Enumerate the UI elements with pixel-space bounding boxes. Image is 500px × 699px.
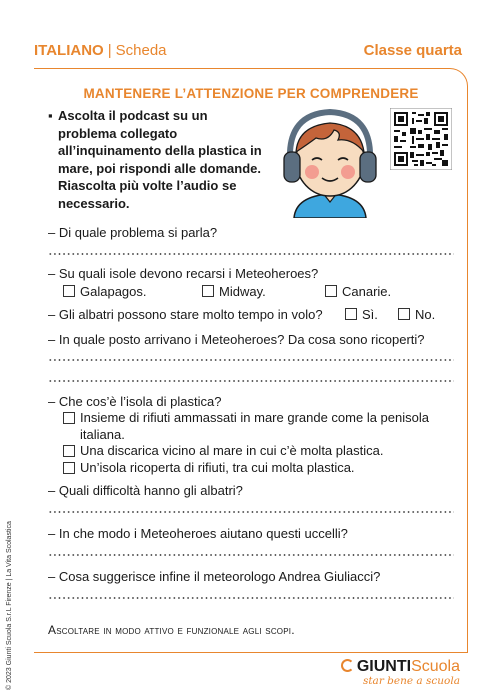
option-label: No. xyxy=(415,307,436,322)
q3-option-si[interactable] xyxy=(345,306,378,323)
q5-option-1[interactable] xyxy=(63,409,458,443)
header-separator: | xyxy=(107,42,112,59)
q2-option-midway[interactable] xyxy=(202,283,266,300)
option-label: Canarie. xyxy=(342,284,392,299)
worksheet-title: MANTENERE L’ATTENZIONE PER COMPRENDERE xyxy=(83,86,419,101)
boy-with-headphones-icon xyxy=(282,108,378,218)
checkbox[interactable] xyxy=(63,445,75,457)
q3-option-no[interactable] xyxy=(398,306,435,323)
question-8: – Cosa suggerisce infine il meteorologo Andrea Giuliacci? xyxy=(48,569,381,584)
logo-wordmark xyxy=(341,658,460,676)
qr-code-icon xyxy=(390,108,452,170)
logo-brand-a: GIUNTI xyxy=(356,658,412,675)
checkbox[interactable] xyxy=(63,412,75,424)
q5-option-2[interactable] xyxy=(63,442,458,459)
publisher-logo xyxy=(341,658,460,687)
learning-objective: Ascoltare in modo attivo e funzionale agli scopi. xyxy=(48,623,295,637)
logo-brand-b: Scuola xyxy=(411,658,460,675)
question-2: – Su quali isole devono recarsi i Meteoheroes? xyxy=(48,266,319,281)
bullet-icon: ▪ xyxy=(48,108,53,123)
checkbox[interactable] xyxy=(63,285,75,297)
option-label: Insieme di rifiuti ammassati in mare grande come la penisola italiana. xyxy=(80,410,429,442)
checkbox[interactable] xyxy=(398,308,410,320)
question-5: – Che cos’è l’isola di plastica? xyxy=(48,394,222,409)
q5-option-3[interactable] xyxy=(63,459,458,476)
answer-line-8[interactable] xyxy=(48,597,454,599)
question-1: – Di quale problema si parla? xyxy=(48,225,218,240)
checkbox[interactable] xyxy=(345,308,357,320)
question-6: – Quali difficoltà hanno gli albatri? xyxy=(48,483,243,498)
checkbox[interactable] xyxy=(202,285,214,297)
checkbox[interactable] xyxy=(63,462,75,474)
logo-tagline: star bene a scuola xyxy=(362,675,460,687)
copyright-text: © 2023 Giunti Scuola S.r.L Firenze | La Vita Scolastica xyxy=(6,521,13,690)
option-label: Sì. xyxy=(362,307,378,322)
copyright-notice xyxy=(4,440,16,690)
q2-option-canarie[interactable] xyxy=(325,283,391,300)
q2-option-galapagos[interactable] xyxy=(63,283,147,300)
answer-line-1[interactable] xyxy=(48,253,454,255)
instructions xyxy=(48,107,268,212)
option-label: Una discarica vicino al mare in cui c’è molta plastica. xyxy=(80,443,384,458)
answer-line-6[interactable] xyxy=(48,511,454,513)
question-4: – In quale posto arrivano i Meteoheroes? Da cosa sono ricoperti? xyxy=(48,332,425,347)
option-label: Midway. xyxy=(219,284,266,299)
instructions-text: Ascolta il podcast su un problema collegato all’inquinamento della plastica in mare, poi rispondi alle domande. Riascolta più volte l’audio se necessario. xyxy=(58,108,262,211)
option-label: Galapagos. xyxy=(80,284,147,299)
answer-line-7[interactable] xyxy=(48,554,454,556)
option-label: Un’isola ricoperta di rifiuti, tra cui molta plastica. xyxy=(80,460,355,475)
logo-mark-icon xyxy=(341,659,354,672)
question-3: – Gli albatri possono stare molto tempo in volo? xyxy=(48,307,323,322)
grade-label: Classe quarta xyxy=(363,42,462,59)
subject-label xyxy=(34,42,167,59)
answer-line-4a[interactable] xyxy=(48,359,454,361)
question-7: – In che modo i Meteoheroes aiutano questi uccelli? xyxy=(48,526,348,541)
checkbox[interactable] xyxy=(325,285,337,297)
answer-line-4b[interactable] xyxy=(48,380,454,382)
subject-name: ITALIANO xyxy=(34,42,104,59)
section-label: Scheda xyxy=(115,42,167,59)
